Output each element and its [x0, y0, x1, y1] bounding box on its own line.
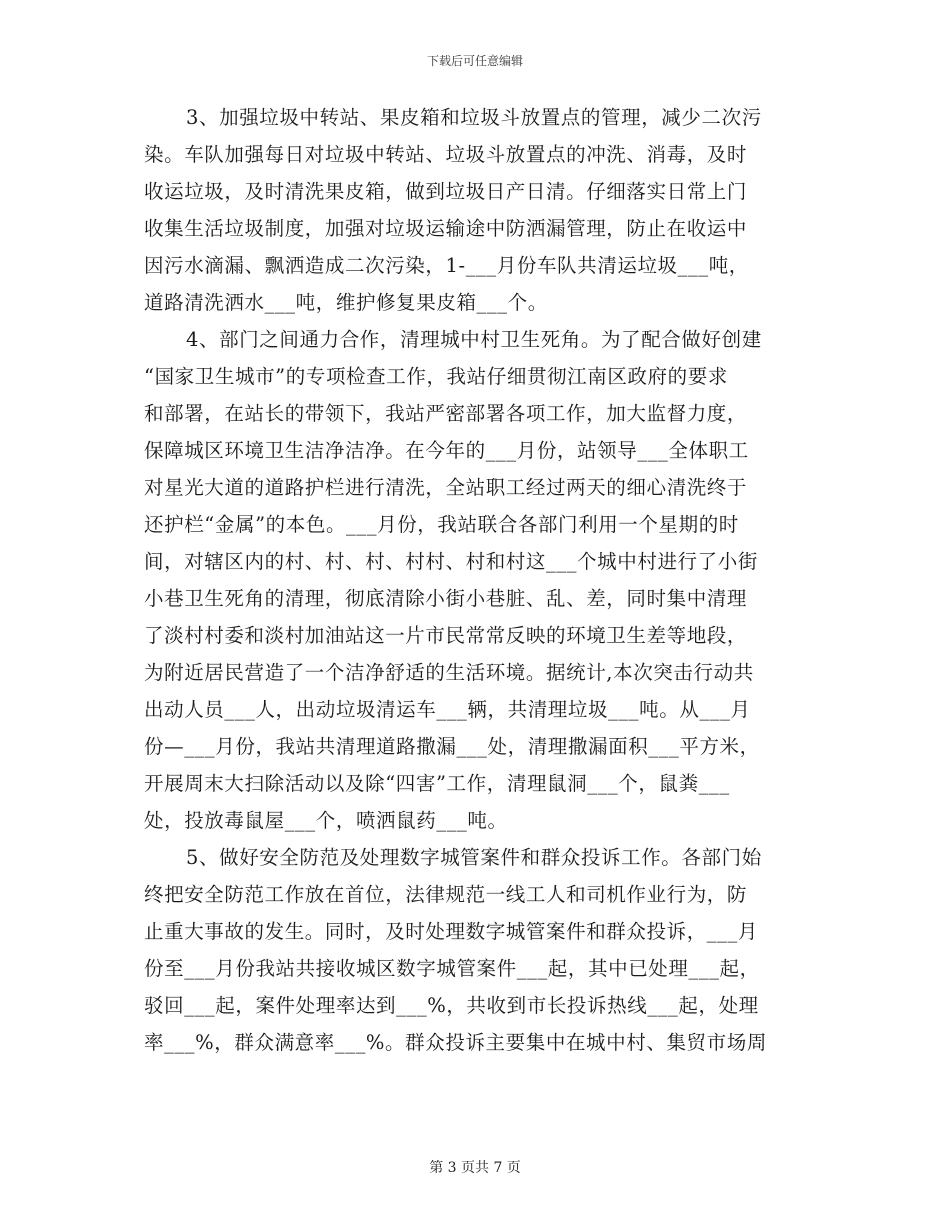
- text-line: 和部署，在站长的带领下，我站严密部署各项工作，加大监督力度，: [144, 402, 748, 425]
- text-line: 份—___月份，我站共清理道路撒漏___处，清理撒漏面积___平方米，: [144, 735, 760, 758]
- text-line: 处，投放毒鼠屋___个，喷洒鼠药___吨。: [144, 809, 508, 832]
- text-line: 止重大事故的发生。同时，及时处理数字城管案件和群众投诉，___月: [144, 920, 758, 943]
- text-line: 因污水滴漏、飘洒造成二次污染，1-___月份车队共清运垃圾___吨，: [144, 254, 749, 277]
- text-line: 率___%，群众满意率___%。群众投诉主要集中在城中村、集贸市场周: [144, 1031, 767, 1054]
- text-line: “国家卫生城市”的专项检查工作，我站仔细贯彻江南区政府的要求: [144, 365, 728, 388]
- text-line: 还护栏“金属”的本色。___月份，我站联合各部门利用一个星期的时: [144, 513, 739, 536]
- text-line: 了淡村村委和淡村加油站这一片市民常常反映的环境卫生差等地段，: [144, 624, 748, 647]
- text-line: 对星光大道的道路护栏进行清洗，全站职工经过两天的细心清洗终于: [144, 476, 748, 499]
- text-line: 间，对辖区内的村、村、村、村村、村和村这___个城中村进行了小街: [144, 550, 758, 573]
- text-line: 终把安全防范工作放在首位，法律规范一线工人和司机作业行为，防: [144, 883, 748, 906]
- page-footer: 第 3 页共 7 页: [429, 1160, 521, 1176]
- text-line: 份至___月份我站共接收城区数字城管案件___起，其中已处理___起，: [144, 957, 760, 980]
- text-line: 出动人员___人，出动垃圾清运车___辆，共清理垃圾___吨。从___月: [144, 698, 751, 721]
- text-line: 5、做好安全防范及处理数字城管案件和群众投诉工作。各部门始: [186, 846, 762, 869]
- text-line: 驳回___起，案件处理率达到___%，共收到市长投诉热线___起，处理: [144, 994, 759, 1017]
- page-header: 下载后可任意编辑: [426, 54, 523, 68]
- text-line: 染。车队加强每日对垃圾中转站、垃圾斗放置点的冲洗、消毒，及时: [144, 143, 748, 166]
- text-line: 为附近居民营造了一个洁净舒适的生活环境。据统计,本次突击行动共: [144, 661, 754, 684]
- text-line: 收运垃圾，及时清洗果皮箱，做到垃圾日产日清。仔细落实日常上门: [144, 180, 748, 203]
- text-line: 4、部门之间通力合作，清理城中村卫生死角。为了配合做好创建: [186, 328, 762, 351]
- text-line: 保障城区环境卫生洁净洁净。在今年的___月份，站领导___全体职工: [144, 439, 749, 462]
- text-line: 开展周末大扫除活动以及除“四害”工作，清理鼠洞___个，鼠粪___: [144, 772, 730, 795]
- text-line: 小巷卫生死角的清理，彻底清除小街小巷脏、乱、差，同时集中清理: [144, 587, 748, 610]
- text-line: 收集生活垃圾制度，加强对垃圾运输途中防洒漏管理，防止在收运中: [144, 217, 748, 240]
- text-line: 3、加强垃圾中转站、果皮箱和垃圾斗放置点的管理，减少二次污: [186, 106, 762, 129]
- text-line: 道路清洗洒水___吨，维护修复果皮箱___个。: [144, 291, 548, 314]
